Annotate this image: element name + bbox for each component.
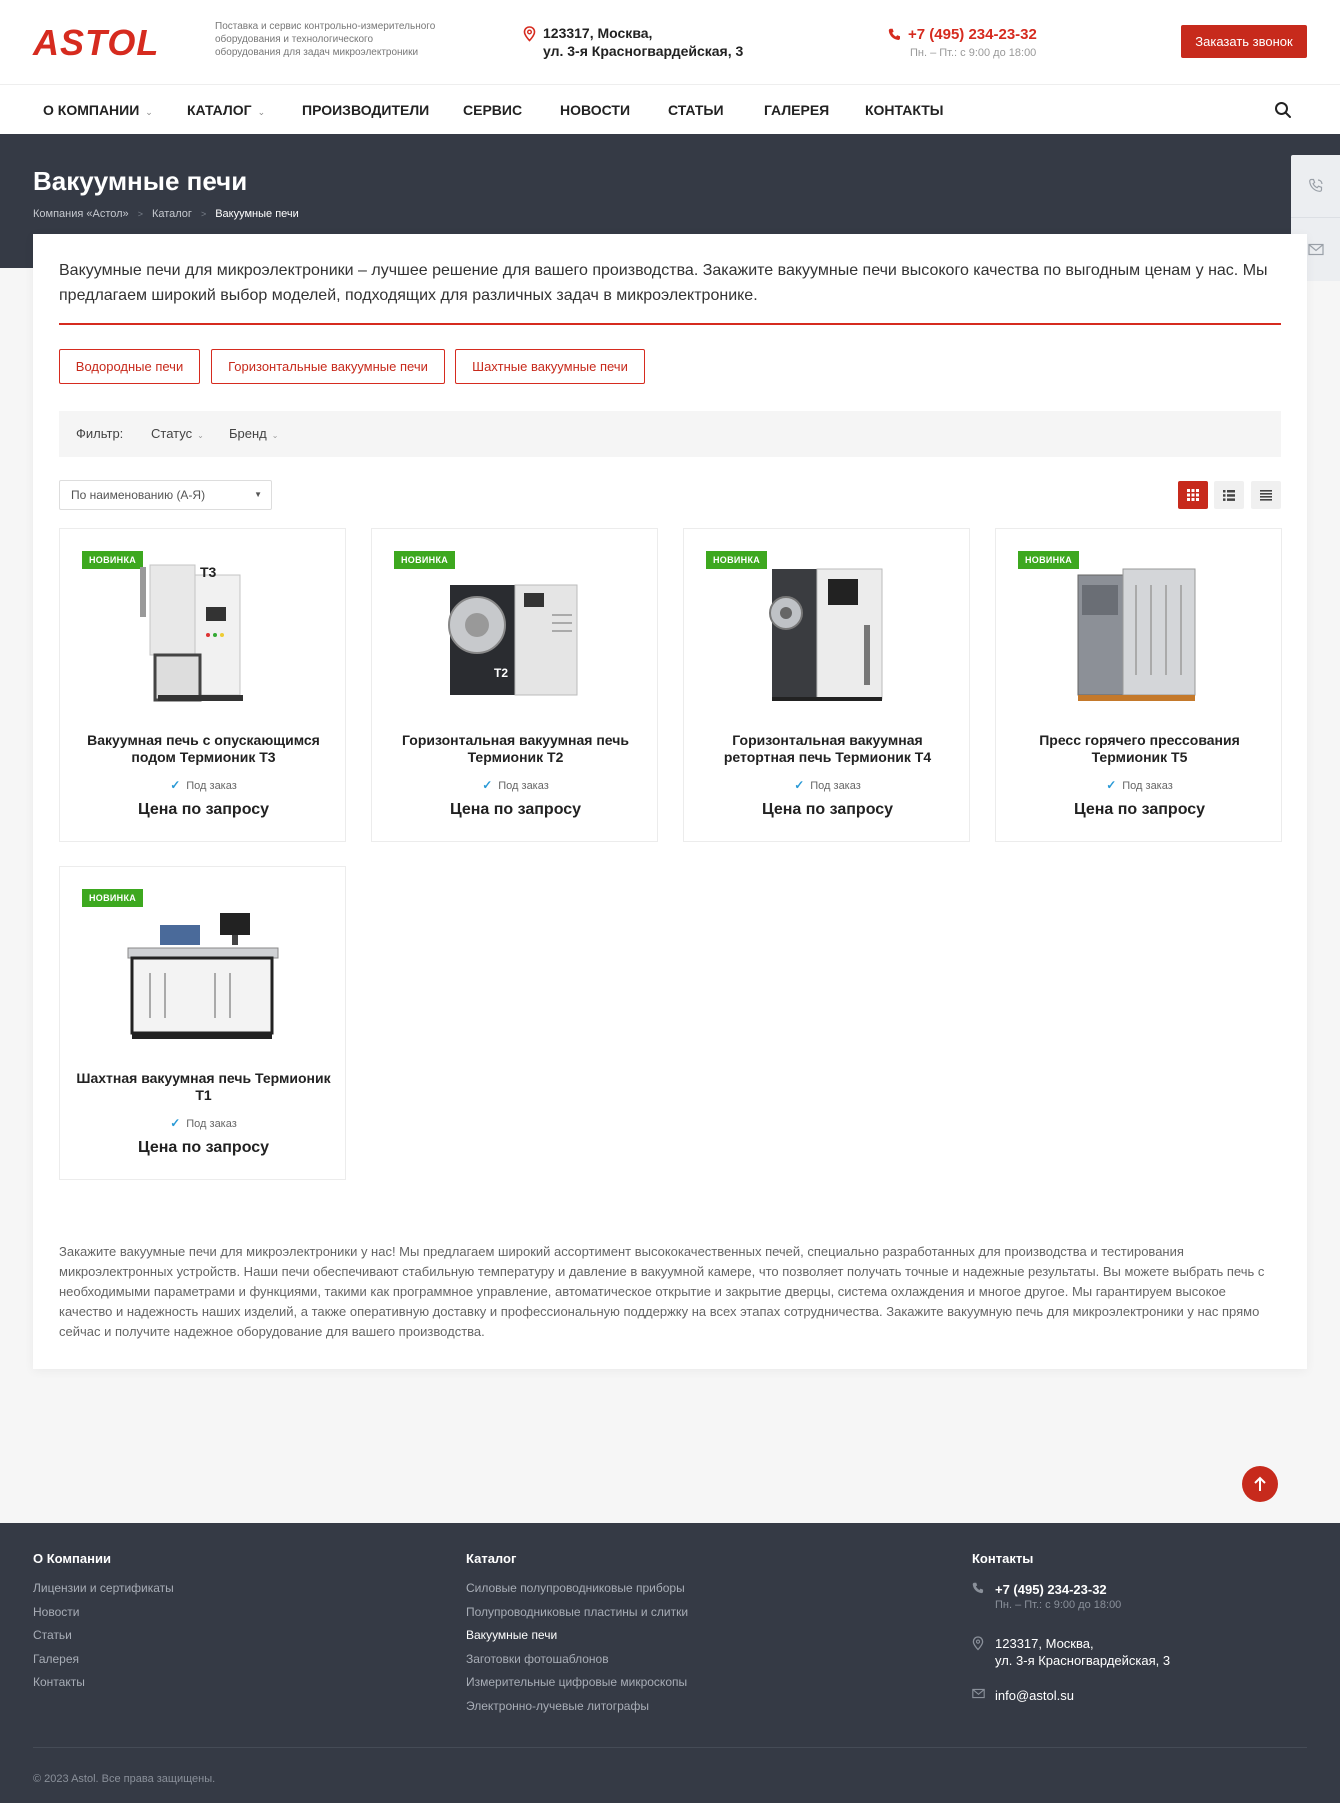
check-icon: ✓ [1106,778,1117,792]
breadcrumb-separator-icon: > [137,209,143,219]
mail-icon [1308,243,1324,256]
footer-catalog-title: Каталог [466,1551,517,1566]
product-price: Цена по запросу [1073,801,1206,818]
svg-text:T3: T3 [200,564,217,580]
footer-email-link[interactable]: info@astol.su [995,1688,1074,1703]
category-description-text: Закажите вакуумные печи для микроэлектроники у нас! Мы предлагаем широкий ассортимент высококачественных печей, специально разработанных для производства и тестирования микроэлектронных устройств. Наши печи обеспечивают стабильную температуру и давление в вакуумной камере, что позволяет получать точные и надежные результаты. Вы можете выбрать печь с необходимыми параметрами и функциями, такими как программное управление, автоматическое открытие и закрытие дверцы, система охлаждения и многое другое. Мы гарантируем высокое качество и надежность наших изделий, а также оперативную доставку и профессиональную поддержку на всех этапах сотрудничества. Закажите вакуумную печь для микроэлектроники у нас прямо сейчас и получите надежное оборудование для вашего производства. [59,1244,1265,1339]
chevron-down-icon: ⌄ [257,107,266,117]
footer-divider [33,1747,1307,1748]
caret-down-icon: ▼ [254,490,262,499]
table-view-icon [1260,490,1272,501]
subcategory-hydrogen-furnaces[interactable]: Водородные печи [59,349,200,384]
header-work-hours: Пн. – Пт.: с 9:00 до 18:00 [910,47,1037,59]
footer-link-power-semiconductors[interactable]: Силовые полупроводниковые приборы [466,1581,685,1595]
header-address-line2: ул. 3-я Красногвардейская, 3 [543,43,744,59]
footer-link-wafers[interactable]: Полупроводниковые пластины и слитки [466,1605,689,1619]
product-name[interactable]: Горизонтальная вакуумная печь Термионик Т2 [402,732,629,765]
footer-phone-number[interactable]: +7 (495) 234-23-32 [995,1582,1107,1597]
product-price: Цена по запросу [137,1139,270,1156]
product-status: ✓ Под заказ [170,778,237,792]
product-card[interactable] [371,528,658,842]
product-name[interactable]: Шахтная вакуумная печь Термионик Т1 [76,1070,331,1103]
product-card[interactable] [683,528,970,842]
category-intro-text: Вакуумные печи для микроэлектроники – лучшее решение для вашего производства. Закажите вакуумные печи высокого качества по выгодным ценам у нас. Мы предлагаем широкий выбор моделей, подходящих для различных задач в микроэлектронике. [59,262,1268,304]
product-image[interactable] [120,893,288,1053]
site-logo[interactable]: ASTOL [33,22,160,63]
product-price: Цена по запросу [761,801,894,818]
footer-link-contacts[interactable]: Контакты [33,1675,85,1689]
nav-item-contacts[interactable]: КОНТАКТЫ [865,102,944,118]
location-pin-icon [972,1636,984,1651]
breadcrumb-item-home[interactable]: Компания «Астол» [33,208,129,220]
phone-icon [888,28,901,41]
product-image[interactable] [432,555,600,715]
grid-view-icon [1187,489,1199,501]
filter-label: Фильтр: [76,426,124,441]
subcategory-shaft-vacuum-furnaces[interactable]: Шахтные вакуумные печи [455,349,645,384]
svg-text:T2: T2 [494,666,509,680]
footer-contacts-title: Контакты [972,1551,1034,1566]
product-card[interactable] [995,528,1282,842]
footer-link-gallery[interactable]: Галерея [33,1652,80,1666]
product-image[interactable] [744,555,912,715]
nav-item-company[interactable]: О КОМПАНИИ ⌄ [43,102,153,118]
product-card[interactable] [59,528,346,842]
product-status: ✓ Под заказ [794,778,861,792]
intro-divider [59,323,1281,325]
footer-address-line2: ул. 3-я Красногвардейская, 3 [995,1653,1171,1668]
filter-bar [59,411,1281,457]
sort-selected-value: По наименованию (А-Я) [71,488,206,502]
footer-work-hours: Пн. – Пт.: с 9:00 до 18:00 [995,1599,1122,1611]
product-name[interactable]: Пресс горячего прессования Термионик Т5 [1039,732,1240,765]
footer-link-vacuum-furnaces[interactable]: Вакуумные печи [466,1628,558,1642]
check-icon: ✓ [170,1116,181,1130]
phone-icon [972,1582,984,1594]
footer-link-licenses[interactable]: Лицензии и сертификаты [33,1581,174,1595]
new-badge: НОВИНКА [394,551,455,569]
product-name[interactable]: Вакуумная печь с опускающимся подом Термионик Т3 [87,732,320,765]
site-tagline: Поставка и сервис контрольно-измерительного оборудования и технологического оборудования для задач микроэлектроники [215,21,436,58]
location-pin-icon [523,26,536,42]
nav-item-manufacturers[interactable]: ПРОИЗВОДИТЕЛИ [302,102,430,118]
chevron-down-icon: ⌄ [197,431,204,440]
product-price: Цена по запросу [449,801,582,818]
catalog-content [33,234,1307,1369]
arrow-up-icon [1253,1476,1267,1492]
list-view-button[interactable] [1214,481,1244,509]
grid-view-button[interactable] [1178,481,1208,509]
search-icon[interactable] [1272,99,1294,121]
chevron-down-icon: ⌄ [271,431,279,440]
product-status: ✓ Под заказ [170,1116,237,1130]
product-image[interactable] [120,555,288,715]
new-badge: НОВИНКА [82,889,143,907]
nav-item-gallery[interactable]: ГАЛЕРЕЯ [764,102,830,118]
site-footer [0,1523,1340,1803]
check-icon: ✓ [482,778,493,792]
nav-item-service[interactable]: СЕРВИС [463,102,523,118]
callback-button[interactable]: Заказать звонок [1181,25,1307,58]
copyright-text: © 2023 Astol. Все права защищены. [33,1773,216,1785]
page-title: Вакуумные печи [33,166,248,196]
footer-link-ebeam-lithographs[interactable]: Электронно-лучевые литографы [466,1699,649,1713]
sort-select[interactable] [59,480,272,510]
footer-company-title: О Компании [33,1551,111,1566]
main-nav [0,84,1340,134]
subcategory-horizontal-vacuum-furnaces[interactable]: Горизонтальные вакуумные печи [211,349,445,384]
check-icon: ✓ [170,778,181,792]
site-header [0,0,1340,134]
product-status: ✓ Под заказ [1106,778,1173,792]
phone-icon [1308,178,1324,194]
breadcrumb-item-current: Вакуумные печи [215,208,299,220]
new-badge: НОВИНКА [1018,551,1079,569]
mail-icon [972,1688,985,1699]
footer-address-line1: 123317, Москва, [995,1636,1094,1651]
footer-link-digital-microscopes[interactable]: Измерительные цифровые микроскопы [466,1675,688,1689]
breadcrumb [33,208,299,220]
nav-item-catalog[interactable]: КАТАЛОГ ⌄ [187,102,266,118]
list-view-icon [1223,490,1235,501]
breadcrumb-item-catalog[interactable]: Каталог [151,208,192,220]
product-name[interactable]: Горизонтальная вакуумная ретортная печь Термионик Т4 [723,732,932,765]
filter-brand-dropdown[interactable]: Бренд ⌄ [229,426,279,441]
new-badge: НОВИНКА [706,551,767,569]
product-card[interactable] [59,866,346,1180]
breadcrumb-separator-icon: > [200,209,207,219]
header-address-line1: 123317, Москва, [543,25,653,41]
nav-item-articles[interactable]: СТАТЬИ [668,102,724,118]
scroll-to-top-button[interactable] [1242,1466,1278,1502]
product-status: ✓ Под заказ [482,778,549,792]
side-call-button[interactable] [1291,155,1340,218]
product-image[interactable] [1056,555,1224,715]
nav-item-news[interactable]: НОВОСТИ [560,102,631,118]
check-icon: ✓ [794,778,805,792]
footer-link-photomask-blanks[interactable]: Заготовки фотошаблонов [466,1652,609,1666]
header-phone-number[interactable]: +7 (495) 234-23-32 [908,26,1037,43]
product-price: Цена по запросу [137,801,270,818]
new-badge: НОВИНКА [82,551,143,569]
footer-link-news[interactable]: Новости [33,1605,80,1619]
table-view-button[interactable] [1251,481,1281,509]
chevron-down-icon: ⌄ [145,107,153,117]
footer-link-articles[interactable]: Статьи [33,1628,72,1642]
filter-status-dropdown[interactable]: Статус ⌄ [151,426,204,441]
